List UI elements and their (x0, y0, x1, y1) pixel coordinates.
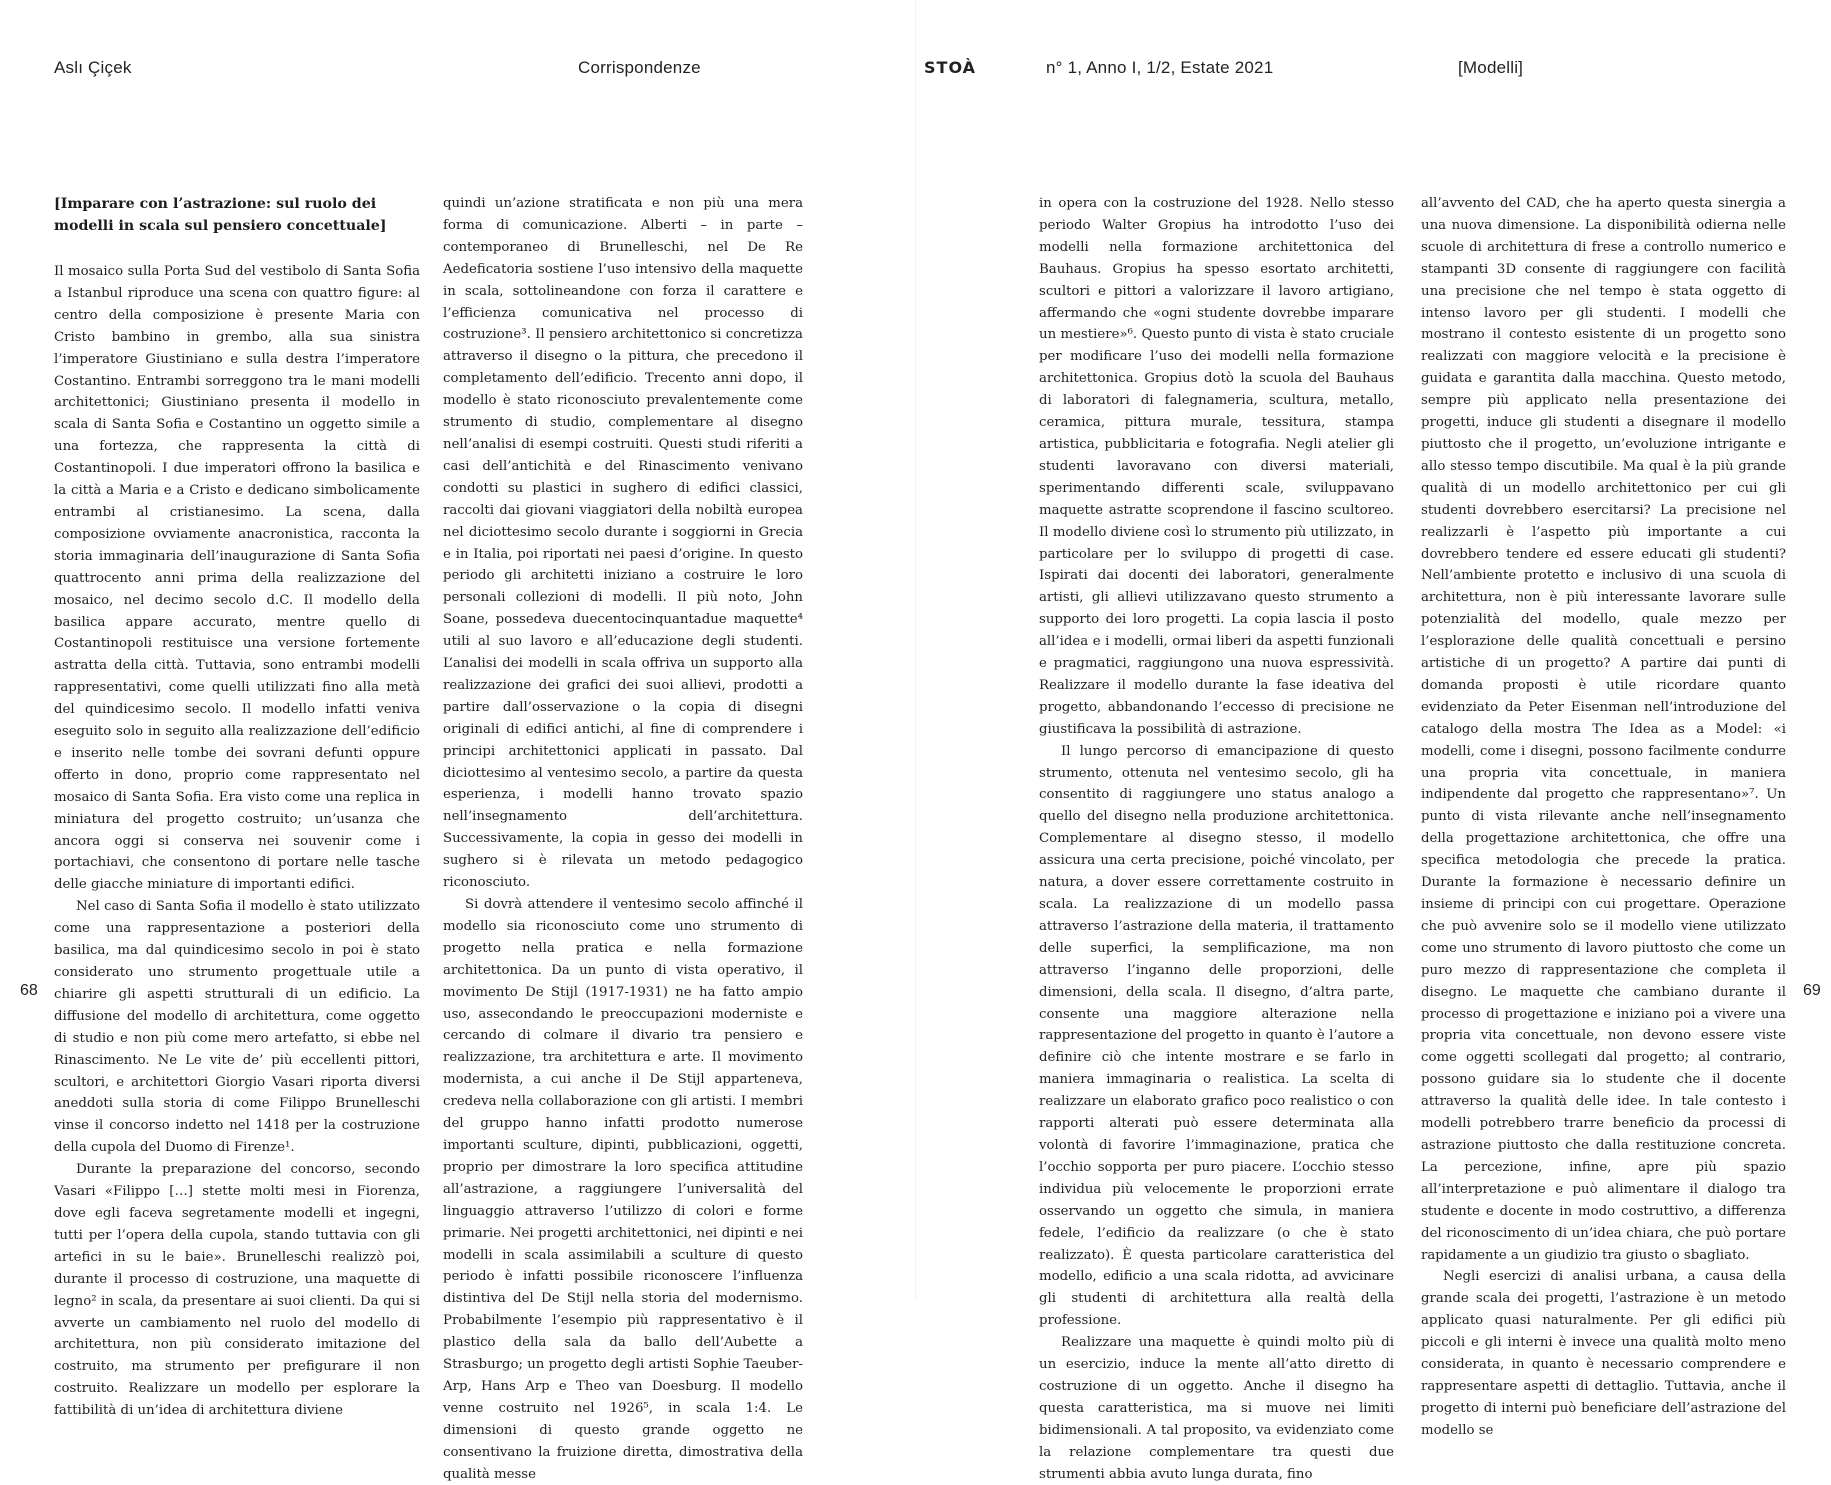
paragraph: Il mosaico sulla Porta Sud del vestibolo di Santa Sofia a Istanbul riproduce una scena con quattro figure: al centro della composizione è presente Maria con Cristo bambino in grembo, alla sua sinistra l’imperatore Giustiniano e sulla destra l’imperatore Costantino. Entrambi sorreggono tra le mani modelli architettonici; Giustiniano presenta il modello in scala di Santa Sofia e Costantino un oggetto simile a una fortezza, che rappresenta la città di Costantinopoli. I due imperatori offrono la basilica e la città a Maria e a Cristo e dedicano simbolicamente entrambi al cristianesimo. La scena, dalla composizione ovviamente anacronistica, racconta la storia immaginaria dell’inaugurazione di Santa Sofia quattrocento anni prima della realizzazione del mosaico, nel decimo secolo d.C. Il modello della basilica appare accurato, mentre quello di Costantinopoli restituisce una versione fortemente astratta della città. Tuttavia, sono entrambi modelli rappresentativi, come quelli utilizzati fino alla metà del quindicesimo secolo. Il modello infatti veniva eseguito solo in seguito alla realizzazione dell’edificio e inserito nelle tombe dei sovrani defunti oppure offerto in dono, proprio come rappresentato nel mosaico di Santa Sofia. Era visto come una replica in miniatura del progetto costruito; un’usanza che ancora oggi si conserva nei souvenir come i portachiavi, che consentono di portare nelle tasche delle giacche miniature di importanti edifici. (54, 264, 420, 893)
left-page (0, 0, 915, 1482)
paragraph: quindi un’azione stratificata e non più una mera forma di comunicazione. Alberti – in parte – contemporaneo di Brunelleschi, nel De Re Aedeficatoria sostiene l’uso intensivo della maquette in scala, sottolineandone con forza il carattere e l’efficienza comunicativa nel processo di costruzione³. Il pensiero architettonico si concretizza attraverso il disegno o la pittura, che precedono il completamento dell’edificio. Trecento anni dopo, il modello è stato riconosciuto prevalentemente come strumento di studio, complementare al disegno nell’analisi di esempi costruiti. Questi studi riferiti a casi dell’antichità e del Rinascimento venivano condotti su plastici in sughero di edifici classici, raccolti dai giovani viaggiatori della nobiltà europea nel diciottesimo secolo durante i soggiorni in Grecia e in Italia, poi riportati nei paesi d’origine. In questo periodo gli architetti iniziano a costruire le loro personali collezioni di modelli. Il più noto, John Soane, possedeva duecentocinquantadue maquette⁴ utili al suo lavoro e all’educazione degli studenti. L’analisi dei modelli in scala offriva un supporto alla realizzazione dei grafici dei suoi allievi, prodotti a partire dall’osservazione o la copia di disegni originali di edifici antichi, al fine di comprendere i principi architettonici applicati in passato. Dal diciottesimo al ventesimo secolo, a partire da questa esperienza, i modelli hanno trovato spazio nell’insegnamento dell’architettura. Successivamente, la copia in gesso dei modelli in sughero si è rilevata un metodo pedagogico riconosciuto. (443, 196, 803, 891)
page-number-left: 68 (20, 982, 38, 999)
paragraph: Negli esercizi di analisi urbana, a causa della grande scala dei progetti, l’astrazione è un metodo applicato quasi naturalmente. Per gli edifici più piccoli e gli interni è invece una qualità molto meno considerata, in quanto è necessario comprendere e rappresentare aspetti di dettaglio. Tuttavia, anche il progetto di interni può beneficiare dell’astrazione del modello se (1421, 1269, 1786, 1438)
right-page (916, 0, 1831, 1482)
section-label: [Modelli] (1458, 58, 1524, 77)
text-column-4 (1421, 193, 1786, 1438)
paragraph: Realizzare una maquette è quindi molto più di un esercizio, induce la mente all’atto diretto di costruzione di un oggetto. Anche il disegno ha questa caratteristica, ma si muove nei limiti bidimensionali. A tal proposito, va evidenziato come la relazione complementare tra questi due strumenti abbia avuto lunga durata, fino (1039, 1335, 1394, 1482)
paragraph: Si dovrà attendere il ventesimo secolo affinché il modello sia riconosciuto come uno strumento di progetto nella pratica e nella formazione architettonica. Da un punto di vista operativo, il movimento De Stijl (1917-1931) ne ha fatto ampio uso, assecondando le preoccupazioni moderniste e cercando di colmare il divario tra pensiero e realizzazione, tra architettura e arte. Il movimento modernista, a cui anche il De Stijl apparteneva, credeva nella collaborazione con gli artisti. I membri del gruppo hanno infatti prodotto numerose importanti sculture, dipinti, pubblicazioni, oggetti, proprio per dimostrare la loro specifica attitudine all’astrazione, a raggiungere l’universalità del linguaggio attraverso l’utilizzo di colori e forme primarie. Nei progetti architettonici, nei dipinti e nei modelli in scala assimilabili a sculture di questo periodo è infatti possibile riconoscere l’influenza distintiva del De Stijl nella storia del modernismo. Probabilmente l’esempio più rappresentativo è il plastico della sala da ballo dell’Aubette a Strasburgo; un progetto degli artisti Sophie Taeuber-Arp, Hans Arp e Theo van Doesburg. Il modello venne costruito nel 1926⁵, in scala 1:4. Le dimensioni di questo grande oggetto ne consentivano la fruizione diretta, dimostrativa della qualità messe (443, 897, 803, 1482)
text-column-1 (54, 193, 420, 1419)
section-title: Corrispondenze (578, 58, 701, 77)
text-column-2 (443, 193, 803, 1482)
paragraph: in opera con la costruzione del 1928. Nello stesso periodo Walter Gropius ha introdotto l’uso dei modelli nella formazione architettonica del Bauhaus. Gropius ha spesso esortato architetti, scultori e pittori a valorizzare il lavoro artigiano, affermando che «ogni studente dovrebbe imparare un mestiere»⁶. Questo punto di vista è stato cruciale per modificare l’uso dei modelli nella formazione architettonica. Gropius dotò la scuola del Bauhaus di laboratori di falegnameria, scultura, metallo, ceramica, pittura murale, tessitura, stampa artistica, pubblicitaria e fotografia. Negli atelier gli studenti lavoravano con diversi materiali, sperimentando differenti scale, sviluppavano maquette astratte scoprendone il fascino scultoreo. Il modello diviene così lo strumento più utilizzato, in particolare per lo sviluppo di progetti di case. Ispirati dai docenti dei laboratori, generalmente artisti, gli allievi utilizzavano questo strumento a supporto dei loro progetti. La copia lascia il posto all’idea e i modelli, ormai liberi da aspetti funzionali e pragmatici, raggiungono una nuova espressività. Realizzare il modello durante la fase ideativa del progetto, abbandonando l’eccesso di precisione ne giustificava la possibilità di astrazione. (1039, 196, 1394, 737)
journal-logo: STOÀ (924, 58, 976, 77)
article-heading: [Imparare con l’astrazione: sul ruolo dei modelli in scala sul pensiero concettuale] (54, 196, 387, 234)
author-name: Aslı Çiçek (54, 58, 132, 77)
paragraph: Il lungo percorso di emancipazione di questo strumento, ottenuta nel ventesimo secolo, gli ha consentito di raggiungere uno status analogo a quello del disegno nella produzione architettonica. Complementare al disegno stesso, il modello assicura una certa precisione, poiché vincolato, per natura, a dover essere correttamente costruito in scala. La realizzazione di un modello passa attraverso l’astrazione della materia, il trattamento delle superfici, la semplificazione, ma non attraverso l’inganno delle proporzioni, delle dimensioni, della scala. Il disegno, d’altra parte, consente una maggiore alterazione nella rappresentazione del progetto in quanto è l’autore a definire ciò che intente mostrare e se farlo in maniera immaginaria o realistica. La scelta di realizzare un elaborato grafico poco realistico o con rapporti alterati può essere determinata alla volontà di favorire l’immaginazione, pratica che l’occhio sopporta per puro piacere. L’occhio stesso individua più velocemente le proporzioni errate osservando un oggetto che simula, in maniera fedele, l’edificio da realizzare (o che è stato realizzato). È questa particolare caratteristica del modello, edificio a una scala ridotta, ad avvicinare gli studenti di architettura alla realtà della professione. (1039, 743, 1394, 1329)
issue-info: n° 1, Anno I, 1/2, Estate 2021 (1046, 58, 1274, 77)
paragraph: Nel caso di Santa Sofia il modello è stato utilizzato come una rappresentazione a posteriori della basilica, ma dal quindicesimo secolo in poi è stato considerato uno strumento progettuale utile a chiarire gli aspetti strutturali di un edificio. La diffusione del modello di architettura, come oggetto di studio e non più come mero artefatto, si ebbe nel Rinascimento. Ne Le vite de’ più eccellenti pittori, scultori, e architettori Giorgio Vasari riporta diversi aneddoti sulla storia di come Filippo Brunelleschi vinse il concorso indetto nel 1418 per la costruzione della cupola del Duomo di Firenze¹. (54, 899, 420, 1156)
text-column-3 (1039, 193, 1394, 1482)
page-number-right: 69 (1803, 982, 1821, 999)
paragraph: all’avvento del CAD, che ha aperto questa sinergia a una nuova dimensione. La disponibilità odierna nelle scuole di architettura di frese a controllo numerico e stampanti 3D consente di raggiungere con facilità una precisione che nel tempo è stata oggetto di intenso lavoro per gli studenti. I modelli che mostrano il contesto esistente di un progetto sono realizzati con maggiore velocità e la precisione è guidata e garantita dalla macchina. Questo metodo, sempre più applicato nella presentazione dei progetti, induce gli studenti a disegnare il modello piuttosto che il progetto, un’evoluzione intrigante e allo stesso tempo discutibile. Ma qual è la più grande qualità di un modello architettonico per cui gli studenti dovrebbero esercitarsi? La precisione nel realizzarli è l’aspetto più importante a cui dovrebbero tendere ed essere educati gli studenti? Nell’ambiente protetto e inclusivo di una scuola di architettura, non è più interessante lavorare sulle potenzialità del modello, quale mezzo per l’esplorazione delle qualità concettuali e persino artistiche di un progetto? A partire dai punti di domanda proposti è utile ricordare quanto evidenziato da Peter Eisenman nell’introduzione del catalogo della mostra The Idea as a Model: «i modelli, come i disegni, possono facilmente condurre una propria vita concettuale, in maniera indipendente dal progetto che rappresentano»⁷. Un punto di vista rilevante anche nell’insegnamento della progettazione architettonica, che offre una specifica metodologia che precede la pratica. Durante la formazione è necessario definire un insieme di principi con cui progettare. Operazione che può avvenire solo se il modello viene utilizzato come uno strumento di lavoro piuttosto che come un puro mezzo di rappresentazione che completa il disegno. Le maquette che cambiano durante il processo di progettazione e iniziano poi a vivere una propria vita concettuale, non devono essere viste come oggetti scollegati dal progetto; al contrario, possono guidare sia lo studente che il docente attraverso la qualità delle idee. In tale contesto i modelli potrebbero trarre beneficio da processi di astrazione piuttosto che dalla restituzione concreta. La percezione, infine, apre più spazio all’interpretazione e può alimentare il dialogo tra studente e docente in modo costruttivo, a differenza del riconoscimento di un’idea chiara, che può portare rapidamente a un giudizio tra giusto o sbagliato. (1421, 196, 1786, 1263)
paragraph: Durante la preparazione del concorso, secondo Vasari «Filippo […] stette molti mesi in Fiorenza, dove egli faceva segretamente modelli et ingegni, tutti per l’opera della cupola, stando tuttavia con gli artefici in su le baie». Brunelleschi realizzò poi, durante il processo di costruzione, una maquette di legno² in scala, da presentare ai suoi clienti. Da qui si avverte un cambiamento nel ruolo del modello di architettura, non più considerato imitazione del costruito, ma strumento per prefigurare il non costruito. Realizzare un modello per esplorare la fattibilità di un’idea di architettura diviene (54, 1162, 420, 1419)
